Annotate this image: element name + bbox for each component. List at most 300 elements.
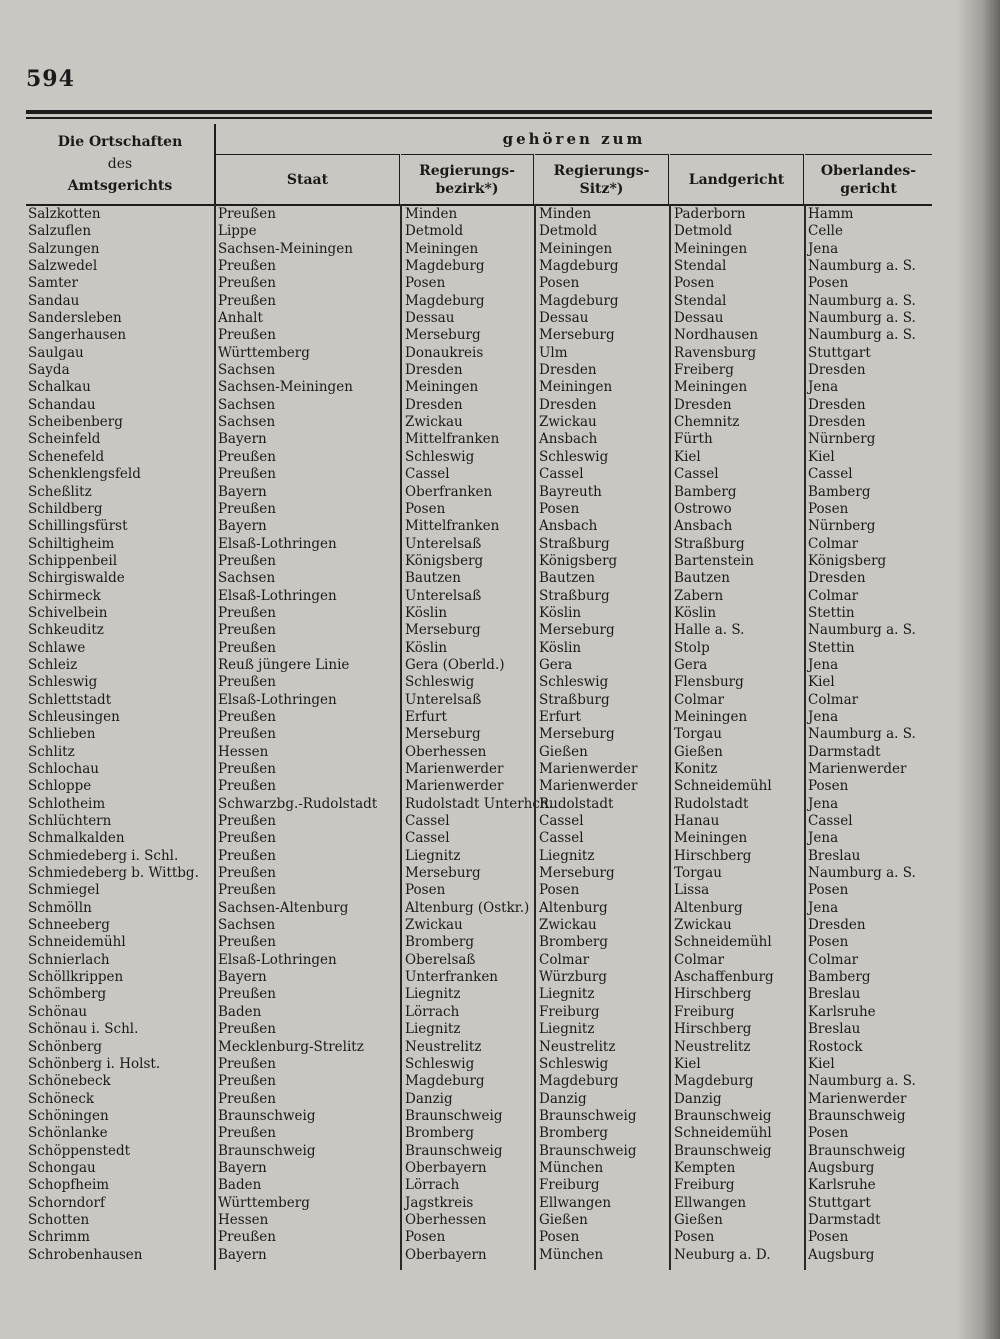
cell-ortschaft: Salzungen	[28, 240, 100, 257]
table-row	[28, 796, 932, 813]
cell-ortschaft: Schippenbeil	[28, 552, 118, 569]
cell-regierungssitz: Marienwerder	[539, 778, 638, 795]
cell-ortschaft: Schlieben	[28, 726, 96, 743]
cell-regierungssitz: München	[539, 1246, 604, 1263]
cell-staat: Preußen	[218, 761, 276, 777]
header-regierungssitz-line1: Regierungs-	[553, 163, 650, 179]
table-row	[28, 934, 932, 951]
table-row	[28, 1160, 932, 1177]
cell-regierungsbezirk: Oberelsaß	[405, 951, 476, 968]
cell-regierungssitz: Köslin	[539, 639, 582, 656]
cell-staat: Lippe	[218, 223, 257, 240]
cell-ortschaft: Schöneck	[28, 1090, 95, 1107]
cell-landgericht: Meiningen	[674, 240, 748, 257]
cell-staat: Braunschweig	[218, 1107, 316, 1124]
cell-regierungssitz: Gera	[539, 656, 573, 673]
header-landgericht	[670, 154, 804, 205]
cell-ortschaft: Scheinfeld	[28, 431, 101, 448]
cell-oberlandesgericht: Kiel	[808, 448, 835, 465]
cell-landgericht: Stendal	[674, 292, 727, 309]
cell-regierungsbezirk: Cassel	[405, 813, 450, 830]
cell-staat: Sachsen	[218, 570, 276, 587]
cell-regierungssitz: Rudolstadt	[539, 795, 614, 812]
header-oberlandesgericht-line1: Oberlandes-	[820, 163, 917, 179]
cell-staat: Württemberg	[218, 1194, 310, 1211]
cell-oberlandesgericht: Colmar	[808, 691, 859, 708]
cell-ortschaft: Schopfheim	[28, 1177, 110, 1194]
cell-landgericht: Braunschweig	[674, 1142, 772, 1159]
cell-staat: Bayern	[218, 483, 267, 500]
cell-landgericht: Hirschberg	[674, 986, 752, 1003]
cell-ortschaft: Schneeberg	[28, 917, 110, 934]
table-row	[28, 1195, 932, 1212]
cell-staat: Preußen	[218, 882, 276, 899]
cell-landgericht: Gießen	[674, 743, 723, 760]
cell-ortschaft: Schönlanke	[28, 1125, 108, 1142]
cell-staat: Preußen	[218, 778, 276, 795]
cell-ortschaft: Schmalkalden	[28, 830, 125, 847]
cell-oberlandesgericht: Dresden	[808, 396, 866, 413]
cell-regierungsbezirk: Minden	[405, 206, 458, 222]
cell-regierungsbezirk: Schleswig	[405, 674, 475, 691]
cell-regierungsbezirk: Köslin	[405, 639, 448, 656]
cell-landgericht: Meiningen	[674, 830, 748, 847]
cell-ortschaft: Schandau	[28, 396, 96, 413]
cell-oberlandesgericht: Naumburg a. S.	[808, 865, 916, 882]
top-rule	[26, 110, 932, 114]
cell-regierungssitz: Braunschweig	[539, 1107, 637, 1124]
cell-regierungssitz: Magdeburg	[539, 1073, 619, 1090]
header-ortschaften	[26, 124, 216, 204]
cell-regierungsbezirk: Magdeburg	[405, 258, 485, 275]
top-rule-thin	[26, 117, 932, 119]
cell-regierungsbezirk: Lörrach	[405, 1177, 460, 1194]
header-ortschaften-line2: des	[107, 156, 133, 172]
cell-landgericht: Schneidemühl	[674, 934, 772, 951]
header-regierungsbezirk-line1: Regierungs-	[419, 163, 515, 179]
cell-regierungssitz: Merseburg	[539, 865, 615, 882]
table-row	[28, 223, 932, 240]
table-row	[28, 362, 932, 379]
cell-staat: Baden	[218, 1003, 262, 1020]
cell-regierungsbezirk: Unterelsaß	[405, 535, 482, 552]
cell-regierungssitz: Minden	[539, 206, 592, 222]
cell-regierungsbezirk: Braunschweig	[405, 1142, 503, 1159]
cell-ortschaft: Schlawe	[28, 639, 86, 656]
cell-ortschaft: Schöppenstedt	[28, 1142, 131, 1159]
cell-staat: Preußen	[218, 206, 276, 222]
cell-landgericht: Ellwangen	[674, 1194, 747, 1211]
table-row	[28, 1004, 932, 1021]
cell-ortschaft: Schmiedeberg b. Wittbg.	[28, 865, 199, 882]
cell-regierungssitz: Dessau	[539, 310, 589, 327]
cell-oberlandesgericht: Stettin	[808, 639, 855, 656]
cell-landgericht: Altenburg	[674, 899, 743, 916]
table-row	[28, 1229, 932, 1246]
cell-regierungssitz: Merseburg	[539, 327, 615, 344]
cell-landgericht: Hirschberg	[674, 847, 752, 864]
cell-staat: Braunschweig	[218, 1142, 316, 1159]
cell-oberlandesgericht: Naumburg a. S.	[808, 726, 916, 743]
cell-staat: Preußen	[218, 986, 276, 1003]
cell-landgericht: Meiningen	[674, 379, 748, 396]
cell-oberlandesgericht: Dresden	[808, 414, 866, 431]
cell-staat: Preußen	[218, 1021, 276, 1038]
header-ortschaften-line1: Die Ortschaften	[57, 134, 183, 150]
cell-staat: Preußen	[218, 830, 276, 847]
cell-landgericht: Detmold	[674, 223, 733, 240]
table-row	[28, 241, 932, 258]
cell-oberlandesgericht: Jena	[808, 708, 839, 725]
cell-regierungsbezirk: Merseburg	[405, 622, 481, 639]
cell-ortschaft: Schirgiswalde	[28, 570, 125, 587]
cell-oberlandesgericht: Jena	[808, 656, 839, 673]
cell-staat: Preußen	[218, 500, 276, 517]
cell-regierungsbezirk: Liegnitz	[405, 1021, 461, 1038]
cell-staat: Preußen	[218, 934, 276, 951]
cell-landgericht: Kempten	[674, 1159, 736, 1176]
cell-ortschaft: Schneidemühl	[28, 934, 126, 951]
table-row	[28, 1247, 932, 1264]
cell-landgericht: Lissa	[674, 882, 710, 899]
cell-regierungsbezirk: Meiningen	[405, 379, 479, 396]
cell-staat: Anhalt	[218, 310, 263, 327]
header-staat	[216, 154, 400, 205]
cell-ortschaft: Schmiedeberg i. Schl.	[28, 847, 179, 864]
cell-regierungsbezirk: Unterelsaß	[405, 587, 482, 604]
cell-ortschaft: Schiltigheim	[28, 535, 115, 552]
cell-regierungssitz: Altenburg	[539, 899, 608, 916]
cell-regierungssitz: Zwickau	[539, 414, 597, 431]
cell-landgericht: Stolp	[674, 639, 710, 656]
cell-landgericht: Bamberg	[674, 483, 737, 500]
cell-regierungssitz: Posen	[539, 1229, 580, 1246]
cell-ortschaft: Schlochau	[28, 761, 99, 777]
cell-landgericht: Stendal	[674, 258, 727, 275]
cell-oberlandesgericht: Colmar	[808, 535, 859, 552]
cell-oberlandesgericht: Stettin	[808, 604, 855, 621]
header-staat-label: Staat	[286, 172, 329, 188]
cell-ortschaft: Schorndorf	[28, 1194, 105, 1211]
table-row	[28, 830, 932, 847]
cell-staat: Württemberg	[218, 344, 310, 361]
cell-oberlandesgericht: Marienwerder	[808, 1090, 907, 1107]
cell-ortschaft: Schivelbein	[28, 604, 108, 621]
cell-regierungsbezirk: Posen	[405, 882, 446, 899]
table-row	[28, 1056, 932, 1073]
cell-regierungsbezirk: Meiningen	[405, 240, 479, 257]
cell-ortschaft: Sandau	[28, 292, 80, 309]
cell-landgericht: Colmar	[674, 951, 725, 968]
cell-ortschaft: Schöllkrippen	[28, 969, 124, 986]
table-row	[28, 1212, 932, 1229]
cell-landgericht: Dresden	[674, 396, 732, 413]
cell-regierungssitz: Würzburg	[539, 969, 608, 986]
table-row	[28, 1091, 932, 1108]
cell-landgericht: Rudolstadt	[674, 795, 749, 812]
cell-landgericht: Freiburg	[674, 1177, 735, 1194]
table-row	[28, 622, 932, 639]
table-row	[28, 397, 932, 414]
cell-oberlandesgericht: Rostock	[808, 1038, 863, 1055]
table-row	[28, 310, 932, 327]
cell-ortschaft: Schönberg	[28, 1038, 103, 1055]
cell-regierungssitz: Merseburg	[539, 726, 615, 743]
cell-staat: Sachsen	[218, 414, 276, 431]
cell-staat: Preußen	[218, 292, 276, 309]
table-row	[28, 518, 932, 535]
cell-staat: Sachsen-Meiningen	[218, 379, 353, 396]
table-row	[28, 865, 932, 882]
cell-ortschaft: Saulgau	[28, 344, 84, 361]
cell-regierungsbezirk: Dresden	[405, 396, 463, 413]
cell-regierungsbezirk: Marienwerder	[405, 778, 504, 795]
cell-staat: Schwarzbg.-Rudolstadt	[218, 795, 378, 812]
cell-ortschaft: Sangerhausen	[28, 327, 127, 344]
cell-ortschaft: Schlitz	[28, 743, 75, 760]
cell-staat: Bayern	[218, 1246, 267, 1263]
cell-regierungsbezirk: Oberhessen	[405, 1211, 487, 1228]
table-row	[28, 726, 932, 743]
cell-regierungsbezirk: Unterelsaß	[405, 691, 482, 708]
cell-staat: Elsaß-Lothringen	[218, 535, 337, 552]
cell-staat: Preußen	[218, 1073, 276, 1090]
cell-regierungsbezirk: Köslin	[405, 604, 448, 621]
cell-staat: Sachsen	[218, 396, 276, 413]
cell-oberlandesgericht: Stuttgart	[808, 1194, 871, 1211]
cell-landgericht: Neustrelitz	[674, 1038, 751, 1055]
cell-regierungssitz: Schleswig	[539, 1055, 609, 1072]
cell-regierungsbezirk: Posen	[405, 500, 446, 517]
cell-oberlandesgericht: Naumburg a. S.	[808, 292, 916, 309]
cell-staat: Preußen	[218, 552, 276, 569]
cell-landgericht: Torgau	[674, 726, 722, 743]
cell-oberlandesgericht: Jena	[808, 830, 839, 847]
cell-regierungsbezirk: Oberfranken	[405, 483, 493, 500]
cell-oberlandesgericht: Colmar	[808, 587, 859, 604]
cell-ortschaft: Schirmeck	[28, 587, 101, 604]
cell-regierungssitz: Braunschweig	[539, 1142, 637, 1159]
cell-landgericht: Kiel	[674, 1055, 701, 1072]
cell-ortschaft: Schlüchtern	[28, 813, 112, 830]
header-regierungssitz	[535, 154, 669, 205]
cell-landgericht: Posen	[674, 275, 715, 292]
cell-landgericht: Torgau	[674, 865, 722, 882]
cell-staat: Preußen	[218, 865, 276, 882]
cell-regierungsbezirk: Rudolstadt Unterhch.	[405, 795, 553, 812]
table-row	[28, 588, 932, 605]
cell-oberlandesgericht: Naumburg a. S.	[808, 1073, 916, 1090]
cell-oberlandesgericht: Braunschweig	[808, 1107, 906, 1124]
header-oberlandesgericht	[805, 154, 932, 205]
cell-oberlandesgericht: Posen	[808, 1229, 849, 1246]
cell-staat: Preußen	[218, 639, 276, 656]
table-row	[28, 484, 932, 501]
cell-staat: Hessen	[218, 1211, 269, 1228]
cell-regierungssitz: Ulm	[539, 344, 568, 361]
cell-ortschaft: Schömberg	[28, 986, 107, 1003]
cell-staat: Preußen	[218, 813, 276, 830]
cell-regierungssitz: Zwickau	[539, 917, 597, 934]
cell-landgericht: Aschaffenburg	[674, 969, 774, 986]
cell-landgericht: Ravensburg	[674, 344, 757, 361]
cell-oberlandesgericht: Darmstadt	[808, 743, 881, 760]
header-regierungsbezirk-line2: bezirk*)	[435, 181, 499, 197]
cell-regierungssitz: Liegnitz	[539, 986, 595, 1003]
cell-landgericht: Cassel	[674, 466, 719, 483]
cell-staat: Bayern	[218, 969, 267, 986]
cell-regierungsbezirk: Erfurt	[405, 708, 447, 725]
cell-regierungsbezirk: Schleswig	[405, 448, 475, 465]
cell-regierungssitz: Merseburg	[539, 622, 615, 639]
cell-regierungssitz: Straßburg	[539, 691, 610, 708]
cell-ortschaft: Samter	[28, 275, 78, 292]
cell-regierungsbezirk: Zwickau	[405, 414, 463, 431]
cell-regierungssitz: Cassel	[539, 830, 584, 847]
cell-oberlandesgericht: Posen	[808, 500, 849, 517]
cell-regierungsbezirk: Oberhessen	[405, 743, 487, 760]
cell-landgericht: Dessau	[674, 310, 724, 327]
table-body	[28, 206, 932, 1264]
cell-staat: Preußen	[218, 258, 276, 275]
table-row	[28, 466, 932, 483]
cell-regierungssitz: Freiburg	[539, 1003, 600, 1020]
cell-ortschaft: Schrimm	[28, 1229, 90, 1246]
cell-regierungssitz: Magdeburg	[539, 258, 619, 275]
cell-ortschaft: Schildberg	[28, 500, 103, 517]
table-row	[28, 1073, 932, 1090]
cell-regierungssitz: Ansbach	[539, 431, 598, 448]
cell-landgericht: Kiel	[674, 448, 701, 465]
cell-landgericht: Braunschweig	[674, 1107, 772, 1124]
table-row	[28, 640, 932, 657]
cell-staat: Hessen	[218, 743, 269, 760]
cell-landgericht: Colmar	[674, 691, 725, 708]
cell-oberlandesgericht: Breslau	[808, 986, 861, 1003]
cell-landgericht: Nordhausen	[674, 327, 759, 344]
table-row	[28, 1143, 932, 1160]
cell-regierungsbezirk: Posen	[405, 1229, 446, 1246]
header-ortschaften-line3: Amtsgerichts	[67, 178, 173, 194]
cell-staat: Elsaß-Lothringen	[218, 951, 337, 968]
cell-ortschaft: Scheibenberg	[28, 414, 123, 431]
table-row	[28, 657, 932, 674]
cell-ortschaft: Schlotheim	[28, 795, 106, 812]
cell-landgericht: Danzig	[674, 1090, 722, 1107]
cell-regierungssitz: Detmold	[539, 223, 598, 240]
cell-regierungsbezirk: Oberbayern	[405, 1246, 487, 1263]
cell-ortschaft: Salzuflen	[28, 223, 92, 240]
cell-staat: Preußen	[218, 726, 276, 743]
cell-oberlandesgericht: Augsburg	[808, 1246, 875, 1263]
cell-landgericht: Bautzen	[674, 570, 730, 587]
cell-landgericht: Gera	[674, 656, 708, 673]
cell-oberlandesgericht: Posen	[808, 934, 849, 951]
cell-regierungssitz: Liegnitz	[539, 847, 595, 864]
table-row	[28, 379, 932, 396]
cell-oberlandesgericht: Naumburg a. S.	[808, 327, 916, 344]
cell-oberlandesgericht: Celle	[808, 223, 843, 240]
table-row	[28, 536, 932, 553]
cell-staat: Preußen	[218, 275, 276, 292]
table-row	[28, 501, 932, 518]
cell-regierungssitz: Bromberg	[539, 1125, 609, 1142]
cell-ortschaft: Schmiegel	[28, 882, 100, 899]
cell-ortschaft: Schloppe	[28, 778, 92, 795]
cell-regierungsbezirk: Merseburg	[405, 726, 481, 743]
table-row	[28, 969, 932, 986]
cell-regierungssitz: Bromberg	[539, 934, 609, 951]
cell-oberlandesgericht: Augsburg	[808, 1159, 875, 1176]
cell-regierungssitz: Liegnitz	[539, 1021, 595, 1038]
cell-regierungssitz: Straßburg	[539, 535, 610, 552]
table-row	[28, 206, 932, 223]
cell-oberlandesgericht: Posen	[808, 1125, 849, 1142]
cell-landgericht: Posen	[674, 1229, 715, 1246]
cell-ortschaft: Scheßlitz	[28, 483, 92, 500]
cell-regierungsbezirk: Lörrach	[405, 1003, 460, 1020]
cell-oberlandesgericht: Braunschweig	[808, 1142, 906, 1159]
header-oberlandesgericht-line2: gericht	[840, 181, 897, 197]
cell-regierungsbezirk: Zwickau	[405, 917, 463, 934]
cell-landgericht: Ostrowo	[674, 500, 732, 517]
cell-oberlandesgericht: Naumburg a. S.	[808, 622, 916, 639]
cell-landgericht: Schneidemühl	[674, 1125, 772, 1142]
cell-oberlandesgericht: Karlsruhe	[808, 1177, 876, 1194]
cell-regierungsbezirk: Donaukreis	[405, 344, 484, 361]
cell-regierungssitz: Schleswig	[539, 674, 609, 691]
table-row	[28, 553, 932, 570]
cell-regierungssitz: Bayreuth	[539, 483, 602, 500]
cell-landgericht: Gießen	[674, 1211, 723, 1228]
cell-oberlandesgericht: Colmar	[808, 951, 859, 968]
table-row	[28, 813, 932, 830]
cell-oberlandesgericht: Nürnberg	[808, 431, 876, 448]
table-row	[28, 882, 932, 899]
cell-staat: Preußen	[218, 708, 276, 725]
header-gehoeren-zum: gehören zum	[502, 130, 646, 148]
cell-staat: Preußen	[218, 847, 276, 864]
cell-regierungssitz: Neustrelitz	[539, 1038, 616, 1055]
cell-staat: Bayern	[218, 1159, 267, 1176]
cell-regierungssitz: Straßburg	[539, 587, 610, 604]
cell-ortschaft: Schönebeck	[28, 1073, 111, 1090]
table-row	[28, 709, 932, 726]
cell-ortschaft: Sandersleben	[28, 310, 122, 327]
cell-landgericht: Neuburg a. D.	[674, 1246, 771, 1263]
cell-oberlandesgericht: Jena	[808, 795, 839, 812]
book-spine-shadow	[956, 0, 1000, 1339]
cell-landgericht: Magdeburg	[674, 1073, 754, 1090]
cell-staat: Preußen	[218, 1229, 276, 1246]
cell-ortschaft: Schnierlach	[28, 951, 110, 968]
cell-ortschaft: Schongau	[28, 1159, 96, 1176]
cell-regierungssitz: Gießen	[539, 1211, 588, 1228]
cell-regierungsbezirk: Königsberg	[405, 552, 484, 569]
cell-landgericht: Flensburg	[674, 674, 744, 691]
cell-regierungssitz: Ansbach	[539, 518, 598, 535]
cell-landgericht: Fürth	[674, 431, 713, 448]
cell-staat: Elsaß-Lothringen	[218, 587, 337, 604]
cell-oberlandesgericht: Jena	[808, 240, 839, 257]
cell-landgericht: Hanau	[674, 813, 720, 830]
cell-regierungssitz: Danzig	[539, 1090, 587, 1107]
cell-ortschaft: Schkeuditz	[28, 622, 104, 639]
cell-ortschaft: Schleiz	[28, 656, 78, 673]
cell-regierungsbezirk: Neustrelitz	[405, 1038, 482, 1055]
table-row	[28, 1108, 932, 1125]
cell-regierungssitz: Dresden	[539, 396, 597, 413]
